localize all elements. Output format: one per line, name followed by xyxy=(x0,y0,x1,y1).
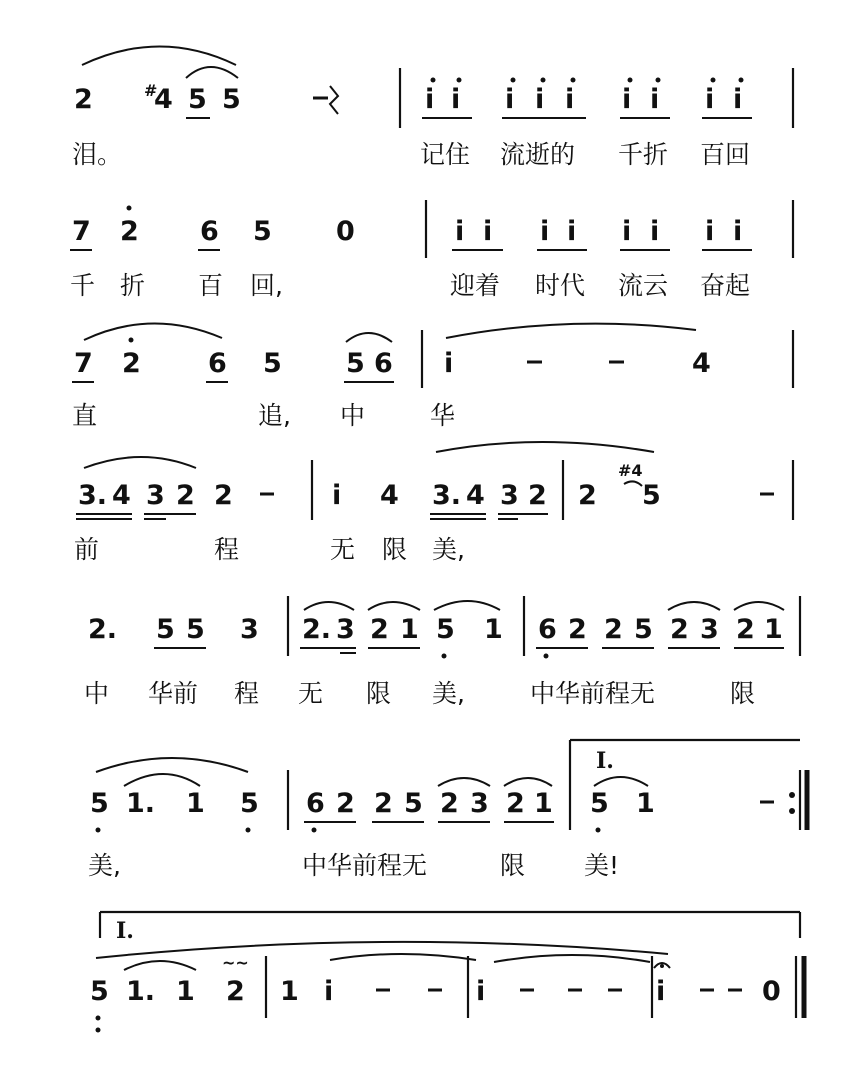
note: 5 xyxy=(222,84,241,115)
note: 2 xyxy=(214,480,233,511)
note: i xyxy=(656,976,666,1007)
slur xyxy=(96,758,248,772)
slur xyxy=(84,457,196,468)
note: 5 xyxy=(90,788,109,819)
note: 3 xyxy=(336,614,355,645)
note: 2 xyxy=(374,788,393,819)
score-row-1 xyxy=(72,47,793,170)
lyric: 限 xyxy=(500,851,526,880)
note: 2. xyxy=(302,614,332,645)
notes-group xyxy=(455,216,742,247)
note: 0 xyxy=(762,976,781,1007)
note: i xyxy=(444,348,454,379)
sharp-sign: # xyxy=(144,81,158,100)
note: i xyxy=(505,84,515,115)
score-row-5 xyxy=(84,596,800,708)
octave-dot-low xyxy=(96,1016,101,1021)
lyric: 记住 xyxy=(420,140,471,169)
lyric: 中 xyxy=(84,679,110,708)
tie xyxy=(494,955,650,962)
lyric: 追, xyxy=(258,401,291,430)
note: i xyxy=(332,480,342,511)
note: 3 xyxy=(146,480,165,511)
note: 2 xyxy=(568,614,587,645)
trill-mark: ~~ xyxy=(222,953,249,972)
note: 5 xyxy=(156,614,175,645)
note: 4 xyxy=(380,480,399,511)
note: 2 xyxy=(528,480,547,511)
note: 1 xyxy=(280,976,299,1007)
note: i xyxy=(650,84,660,115)
note: 6 xyxy=(374,348,393,379)
lyric: 中华前程无 xyxy=(302,851,428,880)
octave-dot-low xyxy=(96,828,101,833)
note: 2 xyxy=(604,614,623,645)
note: 4 xyxy=(466,480,485,511)
note: 5 xyxy=(634,614,653,645)
lyric: 美, xyxy=(432,679,465,708)
note: 1 xyxy=(176,976,195,1007)
note: 7 xyxy=(74,348,93,379)
note: 6 xyxy=(200,216,219,247)
note: i xyxy=(324,976,334,1007)
note: 2 xyxy=(120,216,139,247)
note: i xyxy=(535,84,545,115)
note: 6 xyxy=(208,348,227,379)
slur xyxy=(594,777,648,786)
slur xyxy=(504,778,552,786)
slur xyxy=(668,602,720,610)
note: 2 xyxy=(226,976,245,1007)
octave-dot-low xyxy=(246,828,251,833)
octave-dot xyxy=(127,206,132,211)
octave-dot-low xyxy=(596,828,601,833)
lyric: 迎着 xyxy=(450,271,501,300)
note: 5 xyxy=(186,614,205,645)
note: 2 xyxy=(370,614,389,645)
note: 5 xyxy=(436,614,455,645)
score-row-2 xyxy=(70,200,793,300)
score-row-3 xyxy=(72,323,793,430)
slur xyxy=(436,442,654,452)
note: 3 xyxy=(240,614,259,645)
lyric: 奋起 xyxy=(700,271,751,300)
lyric: 美! xyxy=(584,851,620,880)
note: i xyxy=(483,216,493,247)
lyric: 美, xyxy=(88,851,121,880)
slur xyxy=(186,67,238,78)
grace-note: #4 xyxy=(618,461,643,480)
note: 5 xyxy=(90,976,109,1007)
lyric: 泪。 xyxy=(72,140,123,169)
note: 5 xyxy=(404,788,423,819)
lyric: 限 xyxy=(366,679,392,708)
note: i xyxy=(622,84,632,115)
lyric: 程 xyxy=(214,535,240,564)
repeat-dot xyxy=(789,792,795,798)
note: 2 xyxy=(336,788,355,819)
slur xyxy=(124,774,200,786)
note: 3 xyxy=(700,614,719,645)
slur xyxy=(438,778,490,786)
note: 2 xyxy=(670,614,689,645)
note: 1 xyxy=(636,788,655,819)
breath-mark xyxy=(330,86,338,114)
slur xyxy=(368,602,420,610)
note: 2 xyxy=(176,480,195,511)
slur xyxy=(734,602,784,610)
lyric: 千折 xyxy=(618,140,669,169)
note: i xyxy=(705,216,715,247)
lyric: 无 xyxy=(298,679,324,708)
note: i xyxy=(567,216,577,247)
octave-dot xyxy=(129,338,134,343)
fermata-dot xyxy=(660,964,664,968)
lyric: 中华前程无 xyxy=(530,679,656,708)
slur xyxy=(304,602,354,610)
note: 2 xyxy=(578,480,597,511)
note: 3. xyxy=(432,480,462,511)
note: i xyxy=(455,216,465,247)
note: i xyxy=(540,216,550,247)
lyric: 百 xyxy=(198,271,224,300)
lyric: 无 xyxy=(330,535,356,564)
slur xyxy=(124,961,196,970)
note: 0 xyxy=(336,216,355,247)
lyric: 直 xyxy=(72,401,98,430)
note: 3 xyxy=(470,788,489,819)
note: 5 xyxy=(590,788,609,819)
octave-dots-high xyxy=(431,78,744,83)
note: 7 xyxy=(72,216,91,247)
note: i xyxy=(451,84,461,115)
lyric: 限 xyxy=(382,535,408,564)
note: 5 xyxy=(240,788,259,819)
note: 1 xyxy=(484,614,503,645)
lyric: 中 xyxy=(340,401,366,430)
octave-dot-low xyxy=(312,828,317,833)
grace-slur xyxy=(624,481,642,486)
lyric: 时代 xyxy=(535,271,586,300)
octave-dot-low xyxy=(544,654,549,659)
lyric: 回, xyxy=(250,271,283,300)
note: 5 xyxy=(263,348,282,379)
note: 4 xyxy=(112,480,131,511)
volta-label: I. xyxy=(596,748,614,774)
note: 1 xyxy=(764,614,783,645)
lyric: 程 xyxy=(234,679,260,708)
lyric: 百回 xyxy=(700,140,751,169)
note: i xyxy=(476,976,486,1007)
note: 2 xyxy=(506,788,525,819)
note: 2 xyxy=(122,348,141,379)
note: 6 xyxy=(538,614,557,645)
slur xyxy=(434,601,500,610)
note: 2 xyxy=(440,788,459,819)
lyric: 华前 xyxy=(148,679,199,708)
tie xyxy=(330,954,476,960)
slur xyxy=(82,47,236,66)
note: 2. xyxy=(88,614,118,645)
note: i xyxy=(622,216,632,247)
lyric: 华 xyxy=(430,401,456,430)
note: i xyxy=(565,84,575,115)
note: 5 xyxy=(253,216,272,247)
notes-group xyxy=(425,84,742,115)
tie xyxy=(446,324,696,338)
lyric: 前 xyxy=(74,535,100,564)
lyric: 流云 xyxy=(618,271,669,300)
lyric: 流逝的 xyxy=(500,140,576,169)
note: 1 xyxy=(534,788,553,819)
note: 4 xyxy=(154,84,173,115)
lyric: 折 xyxy=(120,271,146,300)
octave-dot-low xyxy=(96,1028,101,1033)
note: 5 xyxy=(188,84,207,115)
volta-label: I. xyxy=(116,918,134,944)
note: 1 xyxy=(400,614,419,645)
note: 1. xyxy=(126,976,156,1007)
note: 6 xyxy=(306,788,325,819)
lyric: 美, xyxy=(432,535,465,564)
note: i xyxy=(733,84,743,115)
note: i xyxy=(733,216,743,247)
note: 4 xyxy=(692,348,711,379)
note: 2 xyxy=(736,614,755,645)
score-row-6 xyxy=(88,740,807,880)
note: 5 xyxy=(346,348,365,379)
note: 1. xyxy=(126,788,156,819)
note: i xyxy=(650,216,660,247)
score-row-4 xyxy=(74,442,793,564)
note: 3. xyxy=(78,480,108,511)
lyric: 千 xyxy=(70,271,96,300)
slur xyxy=(84,323,222,340)
note: 2 xyxy=(74,84,93,115)
octave-dot-low xyxy=(442,654,447,659)
score-row-7 xyxy=(90,912,804,1033)
note: i xyxy=(425,84,435,115)
lyric: 限 xyxy=(730,679,756,708)
slur xyxy=(346,333,392,342)
note: 5 xyxy=(642,480,661,511)
note: 3 xyxy=(500,480,519,511)
note: i xyxy=(705,84,715,115)
note: 1 xyxy=(186,788,205,819)
repeat-dot xyxy=(789,808,795,814)
